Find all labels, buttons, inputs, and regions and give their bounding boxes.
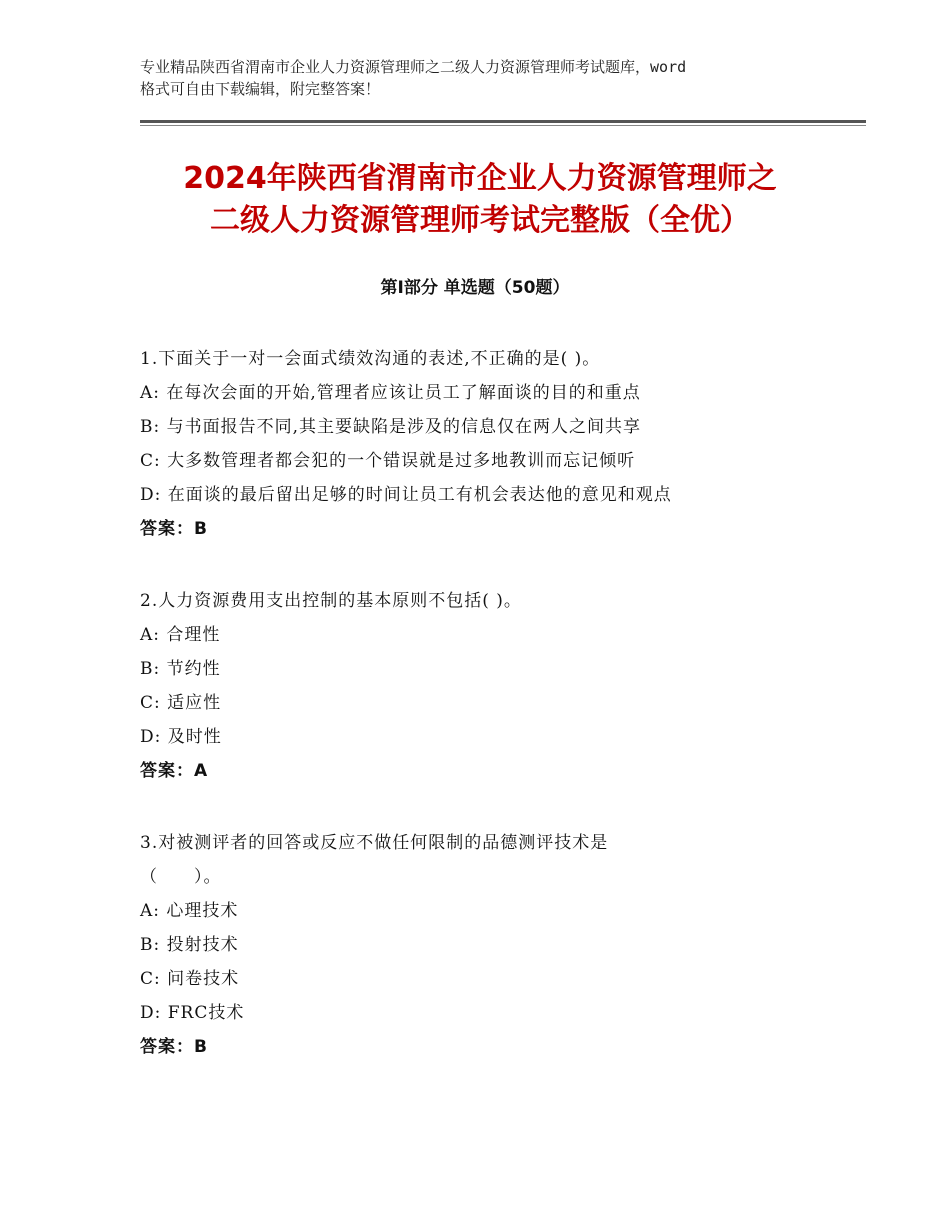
- option-a: A: 在每次会面的开始,管理者应该让员工了解面谈的目的和重点: [140, 383, 641, 403]
- question-stem: 1.下面关于一对一会面式绩效沟通的表述,不正确的是( )。: [140, 349, 601, 369]
- answer: 答案：B: [140, 1037, 208, 1057]
- header-rule-thin: [140, 125, 866, 126]
- header-note: [140, 56, 840, 100]
- question-3: [140, 826, 840, 1064]
- option-c: C: 问卷技术: [140, 969, 240, 989]
- option-b: B: 投射技术: [140, 935, 239, 955]
- option-d: D: FRC技术: [140, 1003, 245, 1023]
- question-2: [140, 584, 840, 788]
- question-list: [140, 342, 840, 1102]
- document-title-line-1: 2024年陕西省渭南市企业人力资源管理师之: [183, 161, 777, 196]
- question-stem-continued: （ ）。: [140, 867, 222, 887]
- question-1: [140, 342, 840, 546]
- option-a: A: 心理技术: [140, 901, 239, 921]
- option-c: C: 适应性: [140, 693, 222, 713]
- document-title-line-2: 二级人力资源管理师考试完整版（全优）: [210, 203, 750, 238]
- option-d: D: 在面谈的最后留出足够的时间让员工有机会表达他的意见和观点: [140, 485, 672, 505]
- answer: 答案：A: [140, 761, 209, 781]
- header-note-line-1: 专业精品陕西省渭南市企业人力资源管理师之二级人力资源管理师考试题库，word: [140, 58, 687, 76]
- question-stem: 3.对被测评者的回答或反应不做任何限制的品德测评技术是: [140, 833, 609, 853]
- option-b: B: 节约性: [140, 659, 221, 679]
- question-stem: 2.人力资源费用支出控制的基本原则不包括( )。: [140, 591, 522, 611]
- document-title: [120, 158, 840, 242]
- answer: 答案：B: [140, 519, 208, 539]
- option-c: C: 大多数管理者都会犯的一个错误就是过多地教训而忘记倾听: [140, 451, 636, 471]
- header-note-line-2: 格式可自由下载编辑，附完整答案！: [140, 80, 381, 98]
- header-rule-thick: [140, 120, 866, 123]
- section-title: 第Ⅰ部分 单选题（50题）: [380, 278, 570, 298]
- option-b: B: 与书面报告不同,其主要缺陷是涉及的信息仅在两人之间共享: [140, 417, 642, 437]
- option-d: D: 及时性: [140, 727, 222, 747]
- option-a: A: 合理性: [140, 625, 221, 645]
